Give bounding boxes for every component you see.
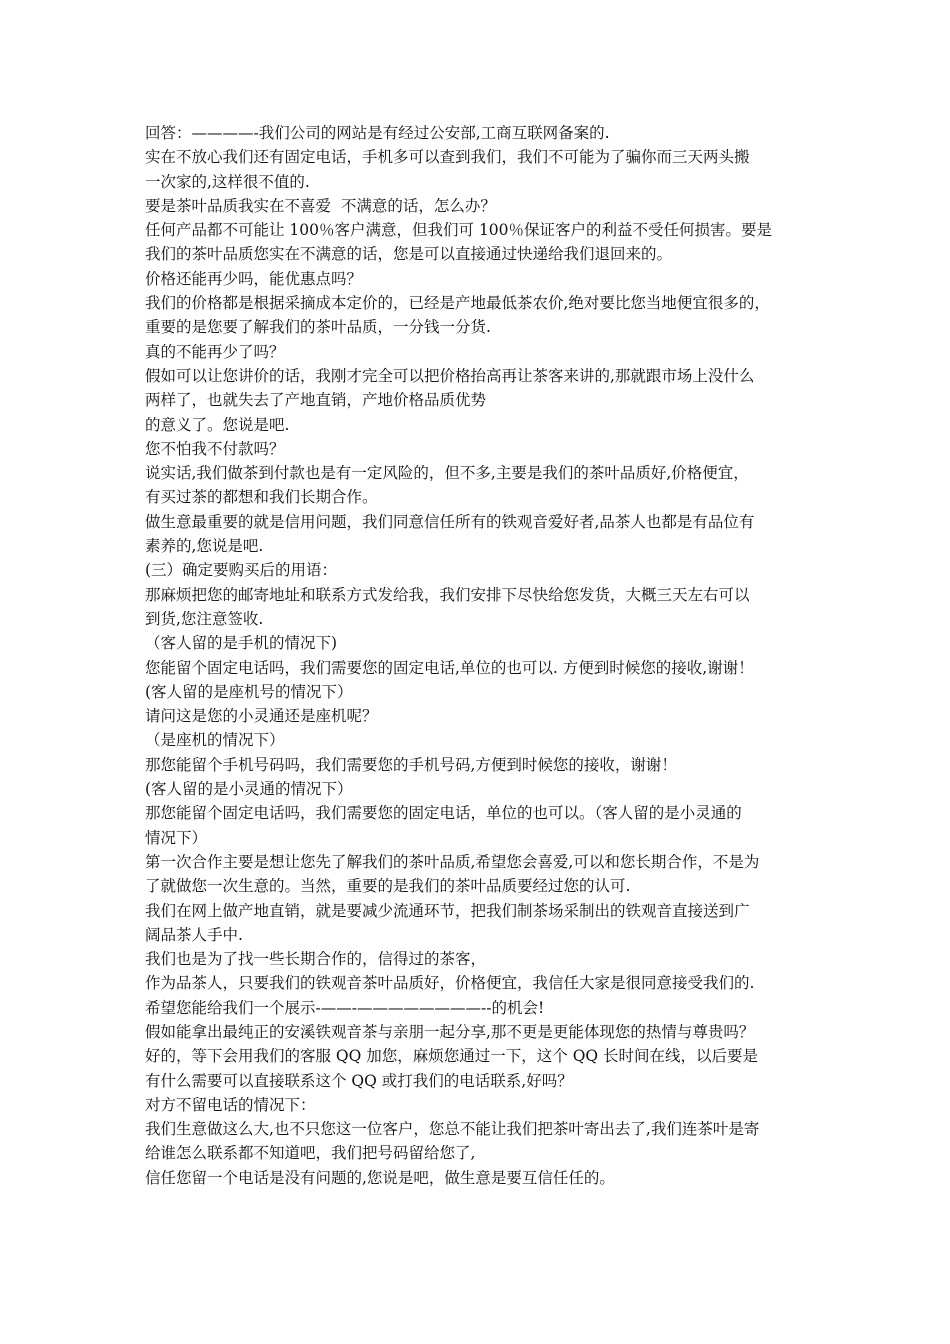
- text-line: 我们也是为了找一些长期合作的，信得过的茶客，: [145, 950, 487, 969]
- text-line: 到货,您注意签收.: [145, 609, 264, 628]
- text-line: 实在不放心我们还有固定电话，手机多可以查到我们，我们不可能为了骗你而三天两头搬: [145, 148, 750, 167]
- document-body: [145, 121, 815, 1190]
- note-line: (客人留的是座机号的情况下）: [145, 682, 353, 701]
- question-line: 要是茶叶品质我实在不喜爱 不满意的话，怎么办？: [145, 196, 496, 215]
- text-line: 任何产品都不可能让 100％客户满意，但我们可 100％保证客户的利益不受任何损害。要是: [145, 221, 773, 240]
- text-line: 有什么需要可以直接联系这个 QQ 或打我们的电话联系,好吗？: [145, 1071, 573, 1090]
- text-line: 一次家的,这样很不值的.: [145, 172, 310, 191]
- text-line: 您能留个固定电话吗，我们需要您的固定电话,单位的也可以. 方便到时候您的接收,谢谢！: [145, 658, 754, 677]
- text-line: 回答：————-我们公司的网站是有经过公安部,工商互联网备案的.: [145, 124, 610, 142]
- text-line: 情况下）: [145, 828, 208, 847]
- text-line: 我们的价格都是根据采摘成本定价的，已经是产地最低茶农价,绝对要比您当地便宜很多的，: [145, 294, 770, 313]
- text-line: 希望您能给我们一个展示-——-————————--的机会!: [145, 998, 545, 1017]
- section-heading: (三）确定要购买后的用语：: [145, 561, 338, 580]
- text-line: 假如可以让您讲价的话，我刚才完全可以把价格抬高再让茶客来讲的,那就跟市场上没什么: [145, 366, 755, 385]
- text-line: 做生意最重要的就是信用问题，我们同意信任所有的铁观音爱好者,品茶人也都是有品位有: [145, 512, 755, 531]
- question-line: 您不怕我不付款吗？: [145, 439, 285, 458]
- text-line: 第一次合作主要是想让您先了解我们的茶叶品质,希望您会喜爱,可以和您长期合作，不是为: [145, 852, 760, 871]
- text-line: 说实话,我们做茶到付款也是有一定风险的，但不多,主要是我们的茶叶品质好,价格便宜，: [145, 464, 749, 483]
- text-line: 请问这是您的小灵通还是座机呢？: [145, 707, 378, 726]
- note-line: （客人留的是手机的情况下): [145, 634, 338, 653]
- note-line: （是座机的情况下）: [145, 731, 285, 750]
- note-line: (客人留的是小灵通的情况下）: [145, 780, 353, 799]
- question-line: 价格还能再少吗，能优惠点吗？: [145, 269, 363, 288]
- text-line: 作为品茶人，只要我们的铁观音茶叶品质好，价格便宜，我信任大家是很同意接受我们的.: [145, 974, 755, 993]
- text-line: 假如能拿出最纯正的安溪铁观音茶与亲朋一起分享,那不更是更能体现您的热情与尊贵吗？: [145, 1022, 755, 1041]
- text-line: 那您能留个手机号码吗，我们需要您的手机号码,方便到时候您的接收，谢谢！: [145, 755, 677, 774]
- text-line: 两样了，也就失去了产地直销，产地价格品质优势: [145, 391, 487, 410]
- text-line: 重要的是您要了解我们的茶叶品质，一分钱一分货.: [145, 318, 491, 337]
- text-line: 有买过茶的都想和我们长期合作。: [145, 488, 378, 507]
- text-line: 信任您留一个电话是没有问题的,您说是吧，做生意是要互信任任的。: [145, 1168, 615, 1187]
- text-line: 那您能留个固定电话吗，我们需要您的固定电话，单位的也可以。（客人留的是小灵通的: [145, 804, 742, 823]
- note-line: 对方不留电话的情况下：: [145, 1095, 316, 1114]
- text-line: 我们的茶叶品质您实在不满意的话，您是可以直接通过快递给我们退回来的。: [145, 245, 673, 264]
- text-line: 了就做您一次生意的。当然，重要的是我们的茶叶品质要经过您的认可.: [145, 877, 631, 896]
- text-line: 那麻烦把您的邮寄地址和联系方式发给我，我们安排下尽快给您发货，大概三天左右可以: [145, 585, 750, 604]
- text-line: 好的，等下会用我们的客服 QQ 加您，麻烦您通过一下，这个 QQ 长时间在线，以后要是: [145, 1047, 759, 1066]
- text-line: 阔品茶人手中.: [145, 925, 243, 944]
- text-line: 素养的,您说是吧.: [145, 537, 264, 556]
- text-line: 的意义了。您说是吧.: [145, 415, 290, 434]
- text-line: 给谁怎么联系都不知道吧，我们把号码留给您了,: [145, 1144, 476, 1163]
- question-line: 真的不能再少了吗？: [145, 342, 285, 361]
- text-line: 我们生意做这么大,也不只您这一位客户，您总不能让我们把茶叶寄出去了,我们连茶叶是寄: [145, 1120, 760, 1139]
- text-line: 我们在网上做产地直销，就是要减少流通环节，把我们制茶场采制出的铁观音直接送到广: [145, 901, 750, 920]
